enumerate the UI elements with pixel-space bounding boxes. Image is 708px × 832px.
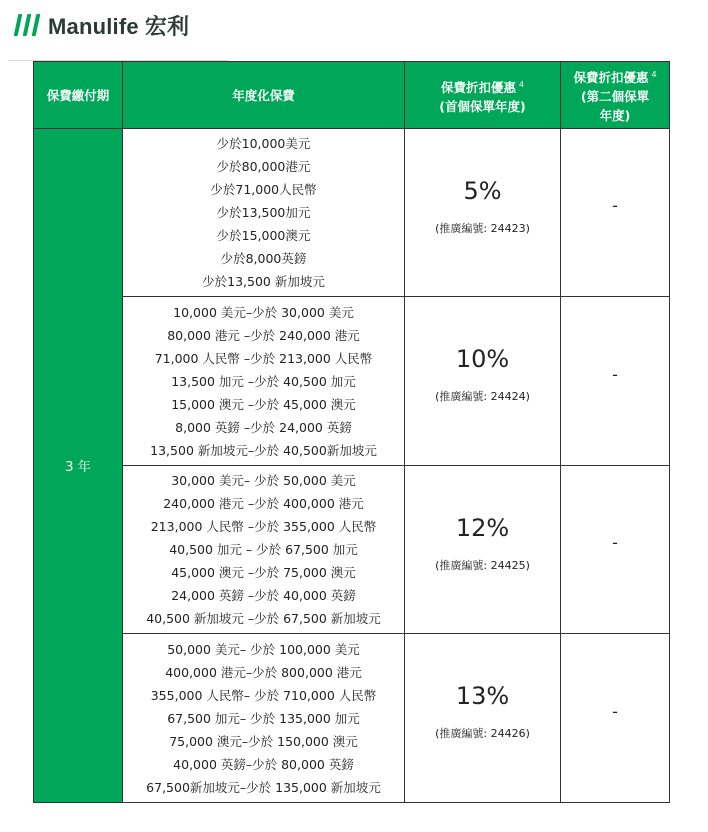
range-line: 13,500 新加坡元–少於 40,500新加坡元 — [150, 442, 377, 458]
header-annualized-premium — [123, 62, 405, 129]
discount-second-value: - — [612, 364, 618, 384]
manulife-logo-icon — [16, 14, 38, 36]
discount-second-cell — [561, 466, 670, 634]
manulife-logo — [16, 11, 189, 39]
discount-rate: 12% — [455, 513, 510, 542]
range-line: 67,500新加坡元–少於 135,000 新加坡元 — [146, 779, 381, 795]
header-discount-second-sub2: 年度) — [599, 108, 631, 123]
discount-second-cell — [561, 129, 670, 297]
range-line: 40,000 英鎊–少於 80,000 英鎊 — [173, 756, 354, 772]
premium-range-cell — [123, 466, 405, 634]
premium-range-cell — [123, 297, 405, 466]
promo-code: (推廣編號: 24424) — [435, 390, 530, 403]
range-line: 10,000 美元–少於 30,000 美元 — [173, 304, 354, 320]
range-line: 8,000 英鎊 –少於 24,000 英鎊 — [175, 419, 352, 435]
range-line: 80,000 港元 –少於 240,000 港元 — [167, 327, 360, 343]
term-value: 3 年 — [65, 460, 91, 475]
discount-second-cell — [561, 297, 670, 466]
promo-code: (推廣編號: 24426) — [435, 727, 530, 740]
range-line: 67,500 加元– 少於 135,000 加元 — [167, 710, 360, 726]
premium-range-cell — [123, 129, 405, 297]
range-line: 75,000 澳元–少於 150,000 澳元 — [169, 733, 358, 749]
term-cell — [34, 129, 123, 803]
header-term — [34, 62, 123, 129]
header-discount-first-sub: (首個保單年度) — [439, 98, 526, 114]
premium-discount-table — [33, 61, 670, 803]
header-discount-first-label: 保費折扣優惠 — [440, 79, 516, 95]
table-row — [34, 129, 670, 297]
table-header-row — [34, 62, 670, 129]
discount-rate: 13% — [455, 682, 510, 710]
footnote-marker: 4 — [518, 79, 525, 89]
range-line: 少於8,000英鎊 — [220, 251, 307, 266]
range-line: 355,000 人民幣– 少於 710,000 人民幣 — [150, 687, 377, 703]
range-line: 少於13,500 新加坡元 — [202, 274, 325, 289]
range-line: 50,000 美元– 少於 100,000 美元 — [167, 641, 360, 657]
table-row — [34, 297, 670, 466]
range-line: 213,000 人民幣 –少於 355,000 人民幣 — [150, 519, 377, 534]
header-annualized-label: 年度化保費 — [232, 87, 295, 103]
range-line: 少於80,000港元 — [216, 159, 311, 174]
discount-first-cell — [405, 297, 561, 466]
footnote-marker: 4 — [651, 70, 657, 79]
range-line: 40,500 新加坡元 –少於 67,500 新加坡元 — [146, 611, 381, 626]
discount-rate: 5% — [463, 176, 502, 205]
range-line: 少於71,000人民幣 — [210, 182, 317, 197]
brand-name-cn: 宏利 — [144, 13, 190, 39]
header-discount-second-sub1: (第二個保單 — [580, 89, 650, 104]
range-line: 24,000 英鎊 –少於 40,000 英鎊 — [171, 588, 356, 603]
discount-first-cell — [405, 466, 561, 634]
range-line: 71,000 人民幣 –少於 213,000 人民幣 — [154, 350, 373, 366]
range-line: 15,000 澳元 –少於 45,000 澳元 — [171, 396, 356, 412]
promo-code: (推廣編號: 24423) — [435, 221, 530, 235]
range-line: 45,000 澳元 –少於 75,000 澳元 — [171, 565, 356, 580]
header-discount-second-label: 保費折扣優惠 — [573, 70, 649, 85]
range-line: 30,000 美元– 少於 50,000 美元 — [171, 473, 356, 488]
discount-first-cell — [405, 634, 561, 803]
discount-second-value: - — [612, 533, 618, 552]
brand-name — [48, 10, 189, 41]
header-discount-second-year — [561, 62, 670, 129]
range-line: 13,500 加元 –少於 40,500 加元 — [171, 373, 356, 389]
premium-range-cell — [123, 634, 405, 803]
range-line: 少於15,000澳元 — [216, 228, 311, 243]
range-line: 400,000 港元–少於 800,000 港元 — [165, 664, 362, 680]
brand-name-en: Manulife — [48, 13, 139, 39]
range-line: 40,500 加元 – 少於 67,500 加元 — [169, 542, 358, 557]
discount-second-value: - — [612, 196, 618, 215]
range-line: 少於10,000美元 — [216, 136, 311, 151]
table-row — [34, 634, 670, 803]
range-line: 240,000 港元 –少於 400,000 港元 — [163, 496, 364, 511]
header-discount-first-year — [405, 62, 561, 129]
table-row — [34, 466, 670, 634]
header-term-label: 保費繳付期 — [46, 87, 110, 103]
discount-first-cell — [405, 129, 561, 297]
discount-second-value: - — [612, 701, 618, 721]
range-line: 少於13,500加元 — [216, 205, 311, 220]
discount-second-cell — [561, 634, 670, 803]
discount-rate: 10% — [455, 345, 510, 373]
promo-code: (推廣編號: 24425) — [435, 558, 530, 572]
